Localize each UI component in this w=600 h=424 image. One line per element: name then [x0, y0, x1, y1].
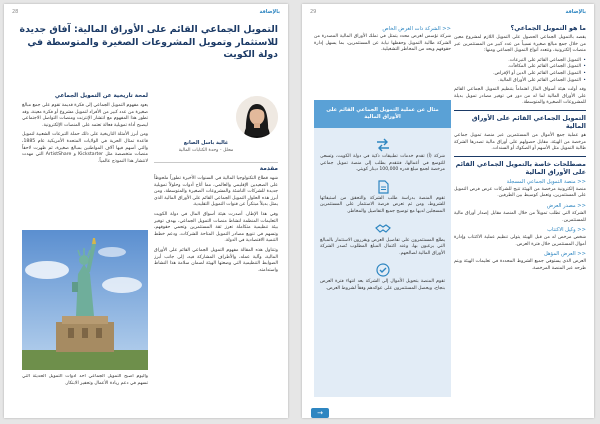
author-portrait-icon — [236, 96, 278, 138]
term-title: << العرض المؤهل — [543, 251, 586, 258]
term-title-text: العرض المؤهل — [543, 251, 576, 258]
case-step: تقوم المنصة بدراسة طلب الشركة والتحقق من استيفائها للشروط، ومن ثم تعرض فرصة الاستثمار على المستثمرين المسجلين لديها مع توضيح جميع التفاصيل والمخاطر. — [320, 195, 445, 214]
term-definition: العرض الذي يستوفي جميع الشروط المحددة في تعليمات الهيئة ويتم طرحه عبر المنصة المرخصة. — [454, 259, 586, 271]
intro-column — [154, 160, 278, 412]
term-title-text: مصدر العرض — [546, 202, 576, 209]
term-title: << الشركة ذات الغرض الخاص — [382, 26, 451, 32]
type-bullet: • التمويل الجماعي القائم على الدين أو الإقراض. — [454, 71, 586, 78]
case-step: شركة (أ) تقدم خدمات تطبيقات ذكية في دولة الكويت، وتسعى للتوسع في أعمالها، فتتقدم بطلب إلى منصة تمويل جماعي مرخصة لجمع مبلغ قدره 100,000 دينار كويتي. — [320, 154, 445, 173]
term-title-text: وكيل الاكتتاب — [547, 227, 576, 234]
handshake-icon — [375, 221, 391, 235]
spv-heading: الشركة ذات الغرض الخاص — [382, 26, 441, 32]
right-page-number: 29 — [310, 9, 317, 15]
term-title-text: منصة التمويل الجماعي المسجلة — [506, 178, 576, 185]
left-page-brand: بالإضافة — [259, 9, 280, 15]
body-paragraph: يقصد بالتمويل الجماعي الحصول على التمويل اللازم لمشروع معين من خلال جمع مبالغ صغيرة نسبياً من عدد كبير من المستثمرين عبر منصات إلكترونية، وتتعدد أنواع التمويل الجماعي ومنها: — [454, 35, 586, 54]
document-icon — [375, 179, 391, 193]
body-paragraph: وقد أولت هيئة أسواق المال اهتماماً بتنظيم التمويل الجماعي القائم على الأوراق المالية لما له من دور في توفير مصادر تمويل بديلة للمشروعات الصغيرة والمتوسطة. — [454, 87, 586, 106]
term-title: << منصة التمويل الجماعي المسجلة — [506, 178, 586, 185]
spv-column — [314, 24, 451, 96]
next-page-button[interactable]: → — [311, 408, 329, 418]
intro-paragraph: وتتناول هذه المقالة مفهوم التمويل الجماعي القائم على الأوراق المالية، وآلية عمله، والأطراف المشاركة فيه، إلى جانب أبرز الضوابط التنظيمية التي وضعتها الهيئة لضمان سلامة هذا النشاط واستدامته. — [154, 247, 278, 273]
spv-paragraph: شركة تؤسس لغرض محدد يتمثل في تملك الأوراق المالية المصدرة من الشركة طالبة التمويل وحفظها نيابة عن المستثمرين، بما يسهل إدارة حقوقهم ويحد من المخاطر التشغيلية. — [314, 34, 451, 53]
intro-paragraph: شهد قطاع التكنولوجيا المالية في السنوات الأخيرة تطوراً ملحوظاً على الصعيدين الإقليمي والعالمي، مما أتاح أدوات وحلولاً تمويلية جديدة للشركات الناشئة والمشروعات الصغيرة والمتوسطة، ومن أبرز هذه الحلول التمويل الجماعي القائم على الأوراق المالية الذي يمثل بديلاً مبتكراً عن قنوات التمويل التقليدية. — [154, 176, 278, 208]
intro-paragraph: وفي هذا الإطار، أصدرت هيئة أسواق المال في دولة الكويت التعليمات المنظمة لنشاط منصات التمويل الجماعي، بهدف توفير بيئة تنظيمية متكاملة تعزز ثقة المستثمرين وتحمي حقوقهم، وتسهم في تنويع مصادر التمويل المتاحة للشركات، ودعم خطط التنمية الاقتصادية في الدولة. — [154, 211, 278, 244]
case-study-box — [314, 100, 451, 397]
type-bullet: • التمويل الجماعي القائم على التبرعات. — [454, 58, 586, 65]
right-page-header — [310, 9, 586, 19]
author-name: غالية باسل الصانع — [183, 140, 229, 146]
article-title: التمويل الجماعي القائم على الأوراق المالية: آفاق جديدة للاستثمار وتمويل المشروعات الصغيرة والمتوسطة في دولة الكويت — [19, 24, 278, 60]
author-role: محلل - وحدة الكتابات المالية — [178, 148, 234, 153]
closing-column — [22, 374, 148, 410]
case-study-title: مثال عن عملية التمويل الجماعي القائم على الأوراق المالية — [314, 100, 451, 128]
statue-of-liberty-image — [22, 230, 148, 370]
section-heading-securities: التمويل الجماعي القائم على الأوراق المالية — [471, 113, 586, 130]
history-paragraph: يعود مفهوم التمويل الجماعي إلى فكرة قديمة تقوم على جمع مبالغ صغيرة من عدد كبير من الأفراد لتمويل مشروع أو فكرة معينة، وقد تطور هذا المفهوم مع انتشار الإنترنت ومنصات التواصل الاجتماعي ليصبح أداة تمويلية فعالة تعتمد على المنصات الإلكترونية. — [22, 103, 148, 128]
type-bullet: • التمويل الجماعي القائم على المكافآت. — [454, 64, 586, 71]
section-heading-what-is: ما هو التمويل الجماعي؟ — [510, 24, 586, 32]
term-definition: منصة إلكترونية مرخصة من الهيئة تتيح للشركات عرض فرص التمويل على المستثمرين، وتعمل كوسيط بين الطرفين. — [454, 186, 586, 199]
definitions-column — [454, 24, 586, 414]
case-step: تقوم المنصة بتحويل الأموال إلى الشركة بعد انتهاء فترة العرض بنجاح، ويحصل المستثمرون على عوائدهم وفقاً لشروط العرض. — [320, 279, 445, 291]
left-page-number: 28 — [12, 9, 19, 15]
history-paragraph: ومن أبرز الأمثلة التاريخية على ذلك حملة التبرعات الشعبية لتمويل قاعدة تمثال الحرية في الولايات المتحدة الأمريكية عام 1885، والتي أسهم فيها آلاف المواطنين بمبالغ صغيرة، ثم ظهرت لاحقاً منصات متخصصة مثل Kickstarter و ArtistShare التي مهدت لانتشار هذا النموذج عالمياً. — [22, 132, 148, 164]
divider — [454, 110, 586, 111]
transfer-arrows-icon — [375, 137, 391, 151]
right-page-brand: بالإضافة — [565, 9, 586, 15]
closing-paragraph: واليوم أصبح التمويل الجماعي أحد أدوات التمويل الحديثة التي تسهم في دعم ريادة الأعمال وتحفيز الابتكار. — [22, 374, 148, 386]
statue-of-liberty-icon — [22, 230, 148, 370]
term-definition: الشركة التي تطلب تمويلاً من خلال المنصة مقابل إصدار أوراق مالية للمستثمرين. — [454, 210, 586, 223]
right-page — [302, 4, 594, 418]
term-title: << وكيل الاكتتاب — [547, 227, 586, 234]
history-heading: لمحة تاريخية عن التمويل الجماعي — [54, 93, 148, 99]
check-icon — [375, 262, 391, 276]
case-study-body — [314, 128, 451, 300]
left-page-header — [12, 9, 280, 19]
type-bullet: • التمويل الجماعي القائم على الأوراق المالية. — [454, 78, 586, 85]
history-column — [22, 92, 148, 226]
term-title: << مصدر العرض — [546, 202, 586, 209]
author-photo — [236, 96, 278, 138]
intro-heading: مقدمة — [259, 166, 278, 172]
case-step: يطلع المستثمرون على تفاصيل العرض ويقررون الاستثمار بالمبالغ التي يرغبون بها، وعند اكتمال المبلغ المطلوب تُصدر الشركة الأوراق المالية لصالحهم. — [320, 237, 445, 256]
section-heading-terms: مصطلحات خاصة بالتمويل الجماعي القائم على الأوراق المالية — [455, 159, 586, 176]
divider — [454, 156, 586, 157]
divider — [154, 162, 278, 163]
left-page — [4, 4, 288, 418]
body-paragraph: هو عملية جمع الأموال من المستثمرين عبر منصة تمويل جماعي مرخصة من الهيئة، مقابل حصولهم على أوراق مالية تصدرها الشركة طالبة التمويل مثل الأسهم أو الصكوك أو السندات. — [454, 132, 586, 152]
term-definition: شخص مرخص له من قبل الهيئة يتولى تنظيم عملية الاكتتاب وإدارة أموال المستثمرين خلال فترة العرض. — [454, 235, 586, 247]
